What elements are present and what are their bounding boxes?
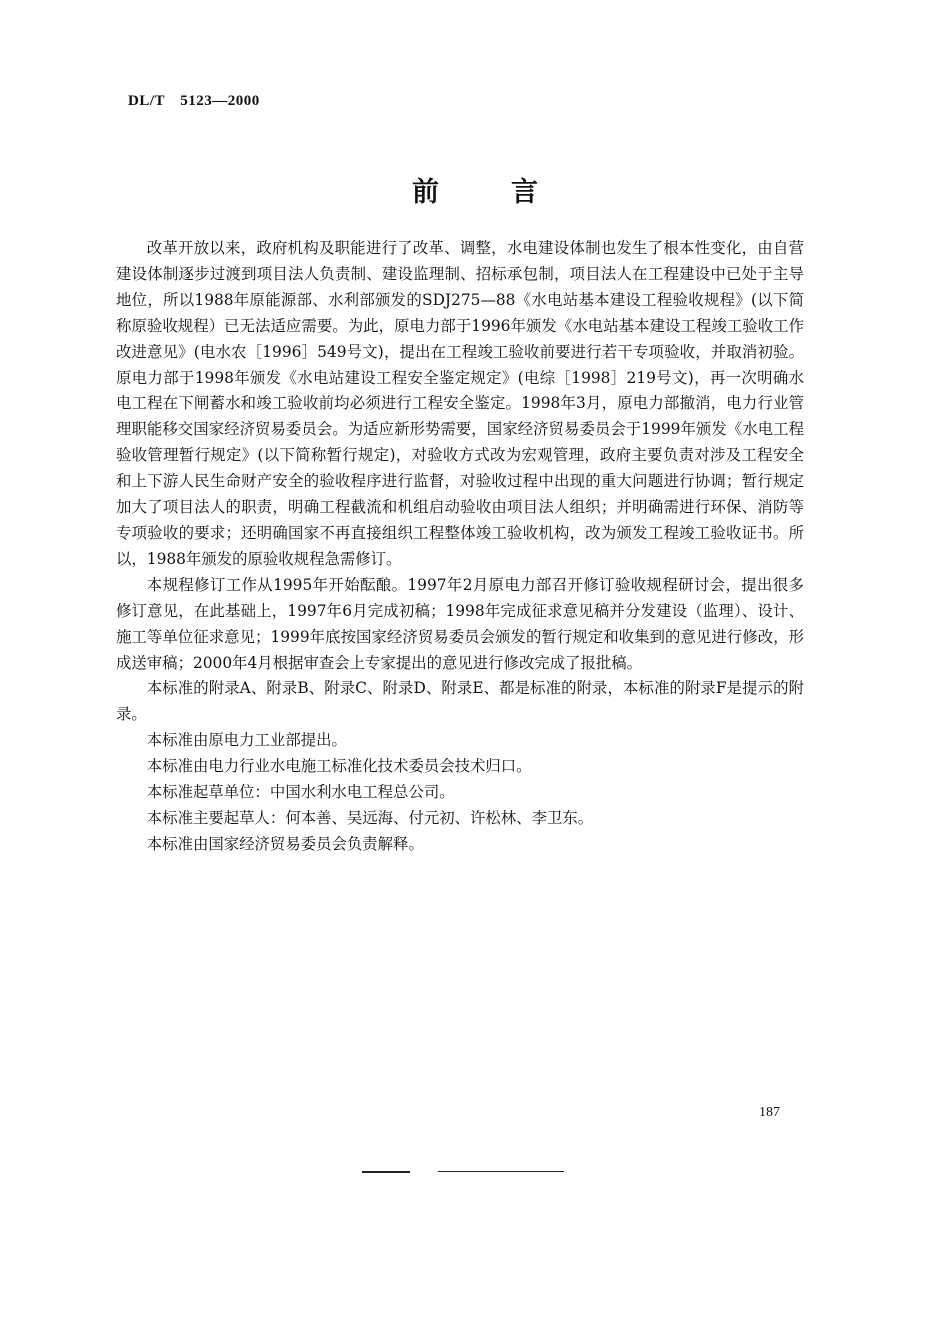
title-char-1: 前 — [412, 177, 439, 208]
standard-code: DL/T 5123—2000 — [128, 93, 260, 109]
paragraph-drafting-unit: 本标准起草单位：中国水利水电工程总公司。 — [146, 783, 455, 802]
paragraph-appendix: 本标准的附录A、附录B、附录C、附录D、附录E、都是标准的附录，本标准的附录F是提示的附录。 — [116, 679, 804, 724]
paragraph-interpretation: 本标准由国家经济贸易委员会负责解释。 — [146, 834, 424, 853]
paragraph-drafters: 本标准主要起草人：何本善、吴远海、付元初、许松林、李卫东。 — [146, 808, 594, 827]
page-title — [0, 170, 950, 209]
title-char-2: 言 — [511, 177, 538, 208]
paragraph-committee: 本标准由电力行业水电施工标准化技术委员会技术归口。 — [146, 757, 532, 776]
page-number: 187 — [759, 1105, 780, 1120]
scan-artifact-line-right — [438, 1171, 564, 1172]
body-text — [116, 236, 804, 858]
paragraph-revision: 本规程修订工作从1995年开始酝酿。1997年2月原电力部召开修订验收规程研讨会，提出很多修订意见，在此基础上，1997年6月完成初稿；1998年完成征求意见稿并分发建设（监理）、设计、施工等单位征求意见；1999年底按国家经济贸易委员会颁发的暂行规定和收集到的意见进行修改，形成送审稿；2000年4月根据审查会上专家提出的意见进行修改完成了报批稿。 — [116, 575, 804, 672]
paragraph-proposer: 本标准由原电力工业部提出。 — [146, 731, 347, 750]
paragraph-history: 改革开放以来，政府机构及职能进行了改革、调整，水电建设体制也发生了根本性变化，由自营建设体制逐步过渡到项目法人负责制、建设监理制、招标承包制，项目法人在工程建设中已处于主导地位，所以1988年原能源部、水利部颁发的SDJ275—88《水电站基本建设工程验收规程》(以下简称原验收规程）已无法适应需要。为此，原电力部于1996年颁发《水电站基本建设工程竣工验收工作改进意见》(电水农［1996］549号文)，提出在工程竣工验收前要进行若干专项验收，并取消初验。原电力部于1998年颁发《水电站建设工程安全鉴定规定》(电综［1998］219号文)，再一次明确水电工程在下闸蓄水和竣工验收前均必须进行工程安全鉴定。1998年3月，原电力部撤消，电力行业管理职能移交国家经济贸易委员会。为适应新形势需要，国家经济贸易委员会于1999年颁发《水电工程验收管理暂行规定》(以下简称暂行规定)，对验收方式改为宏观管理，政府主要负责对涉及工程安全和上下游人民生命财产安全的验收程序进行监督，对验收过程中出现的重大问题进行协调；暂行规定加大了项目法人的职责，明确工程截流和机组启动验收由项目法人组织；并明确需进行环保、消防等专项验收的要求；还明确国家不再直接组织工程整体竣工验收机构，改为颁发工程竣工验收证书。所以，1988年颁发的原验收规程急需修订。 — [116, 239, 804, 568]
scan-artifact-line-left — [362, 1171, 410, 1173]
